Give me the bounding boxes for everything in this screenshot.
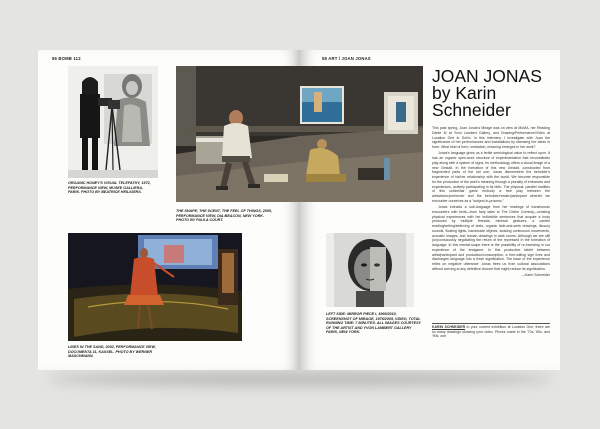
photo-organic-honey [68,66,158,178]
caption-organic-honey: ORGANIC HONEY'S VISUAL TELEPATHY, 1972, PERFORMANCE VIEW, MUSEE GALLIERA, PARIS. PHOTO BY BEATRICE HEILIGERS. [68,181,151,195]
section-divider [432,323,550,324]
right-folio: 58 ART / JOAN JONAS [322,56,371,61]
intro-paragraph-3: Jonas extracts a sub-language from her readings of transhuman encounters with texts—from fairy tales to The Divine Comedy—creating physical experiences with her indivisible sentences that acquire a body produced by multiple threads: minimal gestures, a careful reading/writing/believing of texts, organic hide-and-seek drawings, illusory sounds, floating lights, handmade objects, snaking continuous movements, acoustic images, and human drawings in dark rooms. Although we are still (un)consciously negotiating the return of the repressed in the formation of language, in this mental-scape there is the possibility of re-investing in our experience of the endgame. In this productive tablet between artist/participant and production/consumption, a free-willing sign lives and discharges language into a fresh signification. The base of the experience relies on negative utterance: Jonas frees us from cultural associations without arriving at any definitive closure that might reduce its signification. [432,205,550,271]
intro-paragraph-1: This past spring, Joan Jonas's Mirage was on view at MoMA, her Reading Dante III at Yvon Lambert Gallery, and Drawing/Performance/Video at Location One in SoHo. In this interview, I investigate with Joan the significance of her performances and installations by stressing her ideas in form. What kind of form, mediation, meaning emerges in her work? [432,126,550,149]
caption-lines-in-the-sand: LINES IN THE SAND, 2002, PERFORMANCE VIEW, DOCUMENTA 11, KASSEL. PHOTO BY WERNER MASCHMANN. [68,345,156,359]
article-intro [432,126,550,278]
photo-shape-scent-feel-left [176,66,300,202]
photo-mirror-piece [326,233,414,307]
magazine-shadow [48,372,552,386]
interview-text: In your current exhibition at Location One, there are so many drawings showing your video. Pieces made in the '70s, '80s, and '90s; one [432,325,550,339]
article-title [432,68,552,119]
title-byline-2: Schneider [432,100,511,120]
caption-shape-scent-feel: THE SHAPE, THE SCENT, THE FEEL OF THINGS, 2005, PERFORMANCE VIEW, DIA:BEACON, NEW YORK. PHOTO BY PAULA COURT. [176,209,272,223]
right-page [300,50,560,370]
interview-start [432,325,550,339]
left-folio: 56 BOMB 112 [52,56,81,61]
magazine-spread [38,50,560,370]
intro-signature: —Karin Schneider [521,273,550,278]
caption-mirror-piece: LEFT SIDE: MIRROR PIECE I, 1969/2010, SCREENSHOT OF MIRAGE, 1976/2005, VIDEO, TOTAL RUNNING TIME: 7 MINUTES. ALL IMAGES COURTESY OF THE ARTIST AND YVON LAMBERT GALLERY PARIS, NEW YORK. [326,312,421,335]
photo-shape-scent-feel-right [300,66,423,202]
title-byline-1: by Karin [432,83,497,103]
speaker-name: KARIN SCHNEIDER [432,325,466,329]
title-name: JOAN JONAS [432,66,542,86]
intro-paragraph-2: Jonas's language gives us a fertile semiological value to reflect upon. It has an organic open-work structure of experimentation that reconstitutes play along with a system of signs. Its methodology offers a visual image of a new Gestalt. In the formation of this new Gestalt, constructed from fragmented parts of the old one, Jonas dismembers the beholder's experience of his/her relationship with the world. We become responsible for the production of the work's meaning through a plurality of entrances and experiences, actively participating in its birth. The physical, parallel realities of this unfamiliar game embody a free play between the artist/actor/performer and the beholder/reader/participant wherein we encounter ourselves as a "subject-in-process." [432,151,550,203]
photo-lines-in-the-sand [68,233,242,341]
left-page [38,50,300,370]
